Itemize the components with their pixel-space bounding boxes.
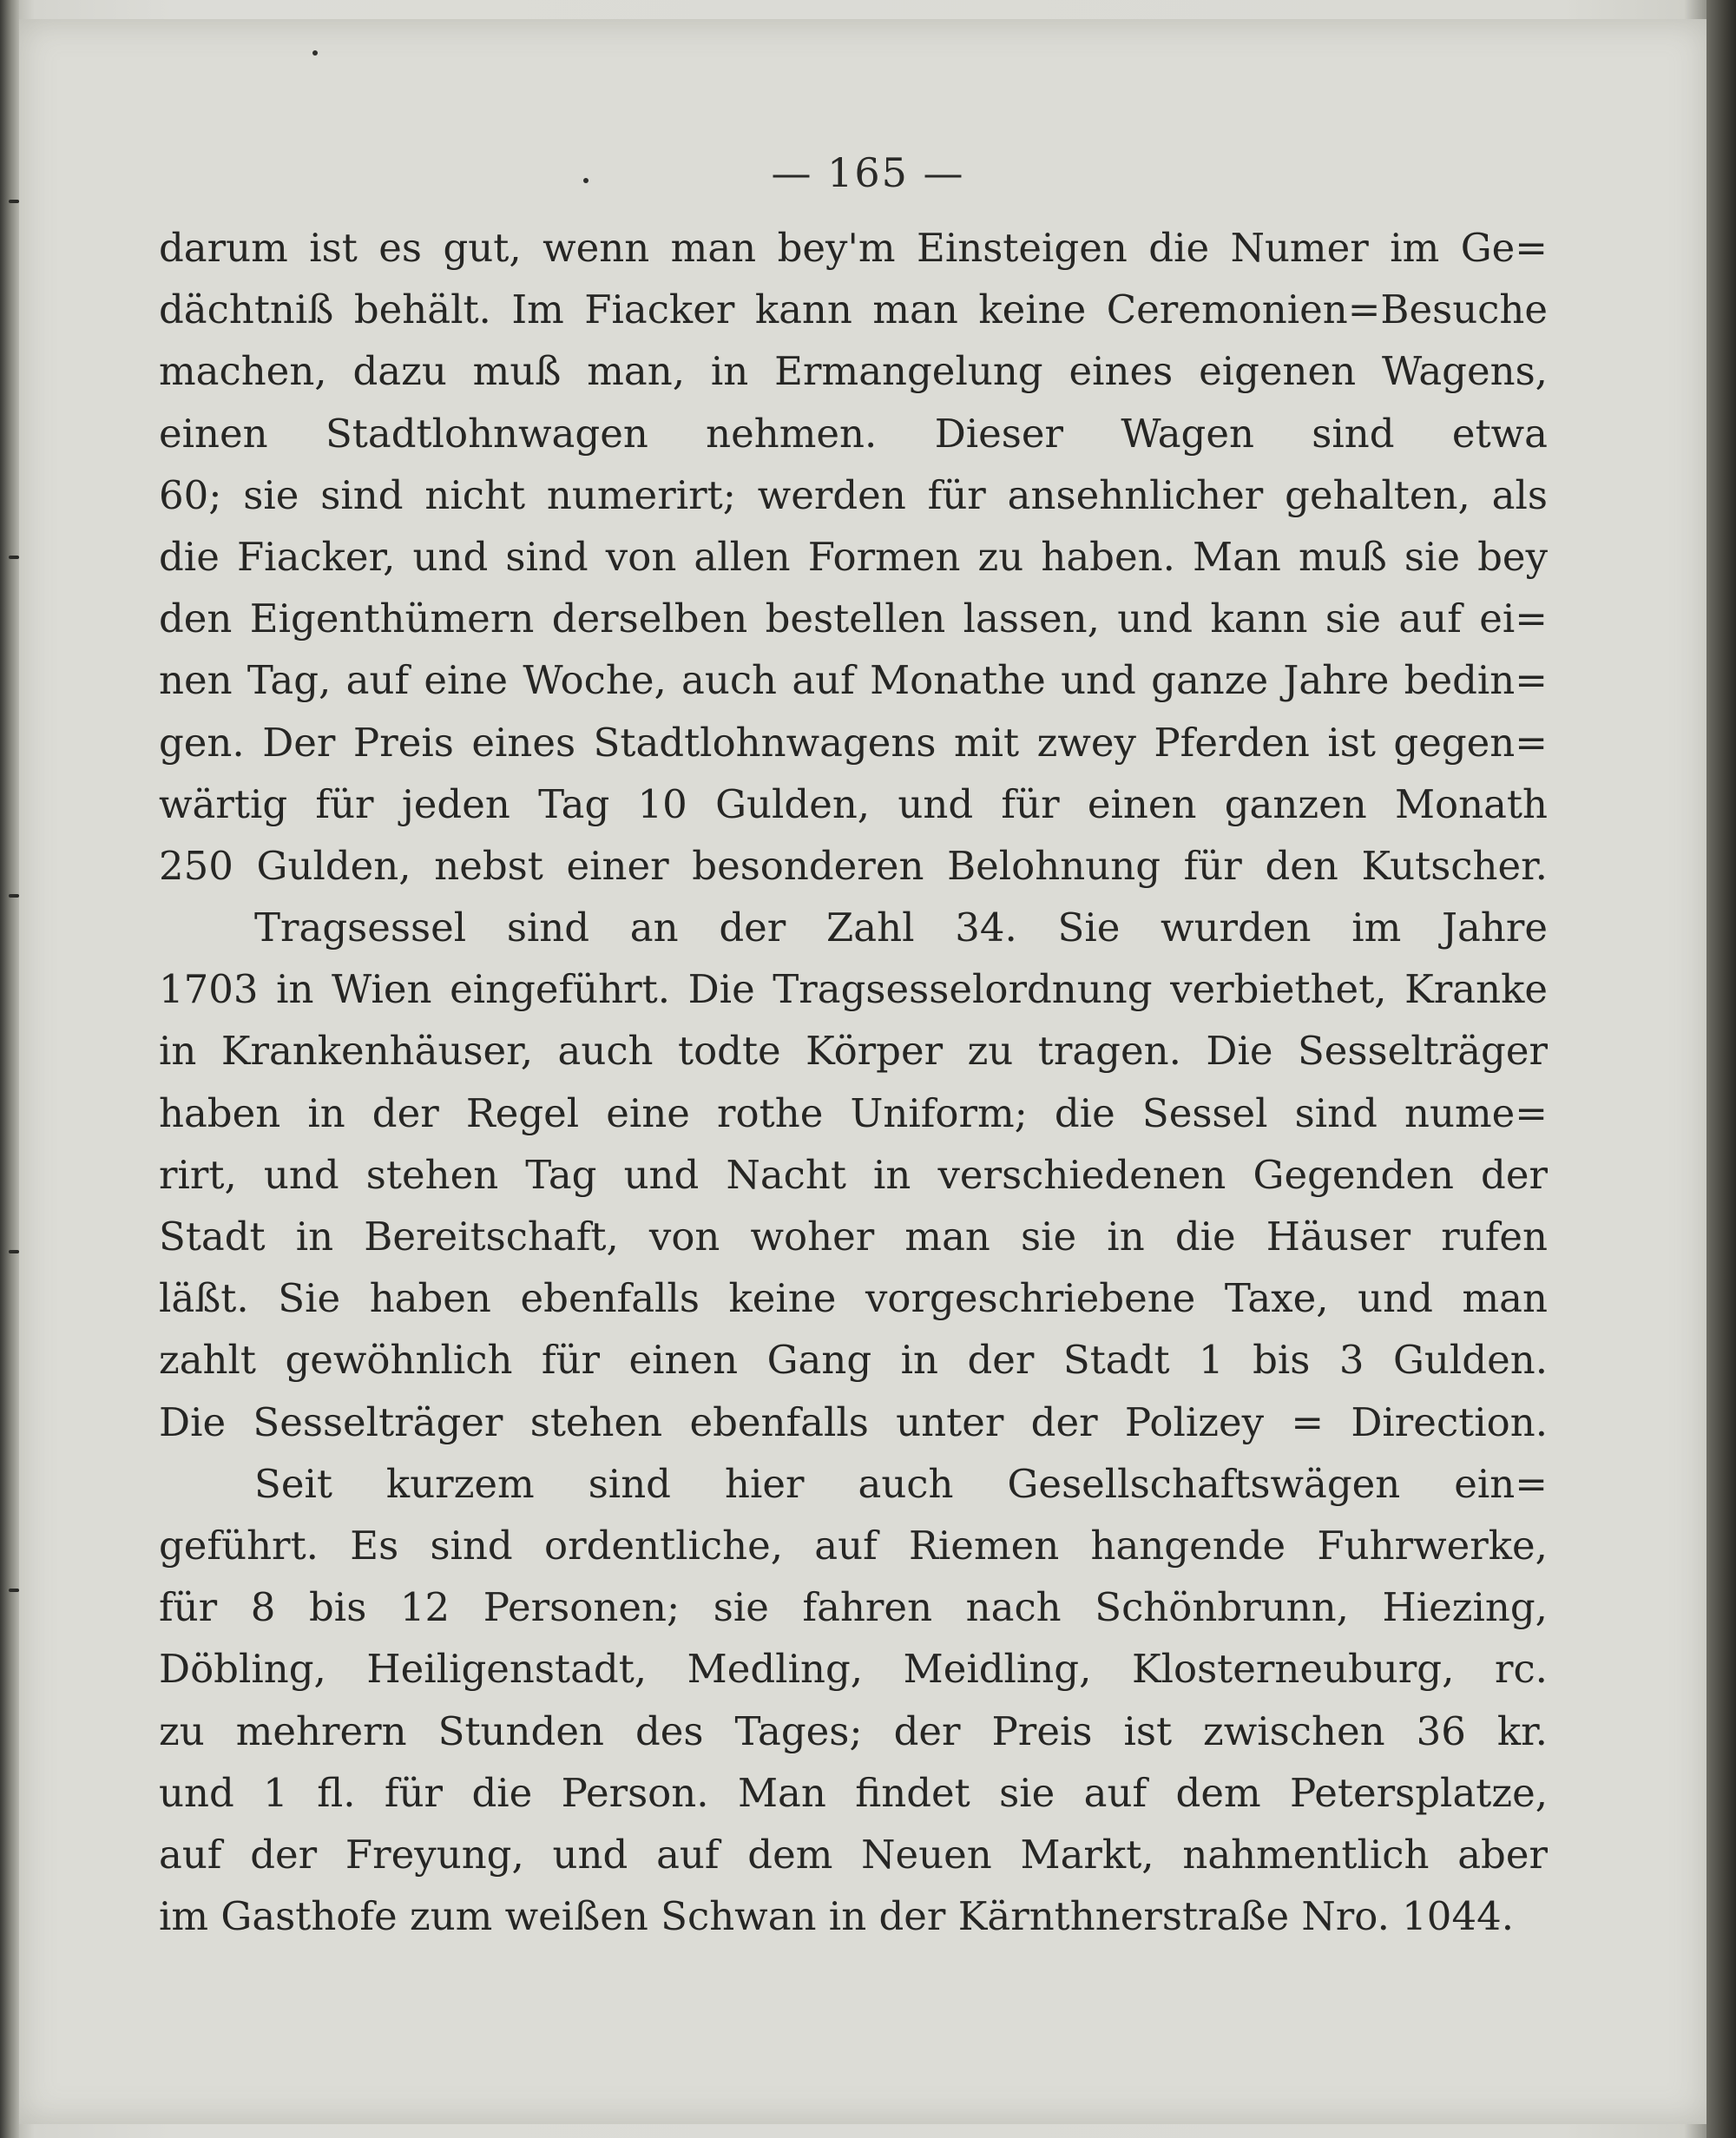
text-line: im Gasthofe zum weißen Schwan in der Kärnthnerstraße Nro. 1044. bbox=[159, 1893, 1515, 1940]
text-line: haben in der Regel eine rothe Uniform; die Sessel sind nume= bbox=[159, 1089, 1548, 1136]
text-line: gen. Der Preis eines Stadtlohnwagens mit zwey Pferden ist gegen= bbox=[159, 719, 1548, 766]
text-line: den Eigenthümern derselben bestellen lassen, und kann sie auf ei= bbox=[159, 595, 1548, 642]
stitch-mark bbox=[9, 1250, 19, 1253]
text-line: geführt. Es sind ordentliche, auf Riemen hangende Fuhrwerke, bbox=[159, 1522, 1548, 1569]
text-line: wärtig für jeden Tag 10 Gulden, und für einen ganzen Monath bbox=[159, 780, 1548, 827]
page-number-header: — 165 — bbox=[771, 149, 965, 196]
ink-speck bbox=[312, 50, 318, 56]
text-line: Seit kurzem sind hier auch Gesellschaftswägen ein= bbox=[254, 1460, 1548, 1507]
page-edge-shadow bbox=[1706, 0, 1736, 2138]
text-line: rirt, und stehen Tag und Nacht in verschiedenen Gegenden der bbox=[159, 1151, 1548, 1198]
stitch-mark bbox=[9, 556, 19, 559]
text-line: Döbling, Heiligenstadt, Medling, Meidling, Klosterneuburg, rc. bbox=[159, 1646, 1548, 1693]
text-line: Stadt in Bereitschaft, von woher man sie in die Häuser rufen bbox=[159, 1214, 1548, 1260]
body-text bbox=[159, 217, 1548, 1947]
text-line: zu mehrern Stunden des Tages; der Preis ist zwischen 36 kr. bbox=[159, 1707, 1548, 1754]
text-line: und 1 fl. für die Person. Man findet sie auf dem Petersplatze, bbox=[159, 1769, 1548, 1816]
stitch-mark bbox=[9, 200, 19, 203]
text-line: in Krankenhäuser, auch todte Körper zu tragen. Die Sesselträger bbox=[159, 1028, 1548, 1075]
text-line: machen, dazu muß man, in Ermangelung eines eigenen Wagens, bbox=[159, 348, 1548, 395]
text-line: darum ist es gut, wenn man bey'm Einsteigen die Numer im Ge= bbox=[159, 225, 1548, 271]
text-line: 250 Gulden, nebst einer besonderen Belohnung für den Kutscher. bbox=[159, 842, 1548, 889]
book-binding bbox=[0, 0, 19, 2138]
text-line: Tragsessel sind an der Zahl 34. Sie wurden im Jahre bbox=[254, 905, 1548, 951]
stitch-mark bbox=[9, 894, 19, 898]
text-line: auf der Freyung, und auf dem Neuen Markt, nahmentlich aber bbox=[159, 1831, 1548, 1878]
text-line: 60; sie sind nicht numerirt; werden für ansehnlicher gehalten, als bbox=[159, 471, 1548, 518]
text-line: Die Sesselträger stehen ebenfalls unter der Polizey = Direction. bbox=[159, 1398, 1548, 1445]
stitch-mark bbox=[9, 1589, 19, 1592]
text-line: die Fiacker, und sind von allen Formen zu haben. Man muß sie bey bbox=[159, 533, 1548, 580]
text-line: läßt. Sie haben ebenfalls keine vorgeschriebene Taxe, und man bbox=[159, 1275, 1548, 1322]
text-line: nen Tag, auf eine Woche, auch auf Monathe und ganze Jahre bedin= bbox=[159, 657, 1548, 704]
text-line: einen Stadtlohnwagen nehmen. Dieser Wagen sind etwa bbox=[159, 410, 1548, 457]
text-line: 1703 in Wien eingeführt. Die Tragsesselordnung verbiethet, Kranke bbox=[159, 966, 1548, 1013]
text-line: zahlt gewöhnlich für einen Gang in der Stadt 1 bis 3 Gulden. bbox=[159, 1337, 1548, 1384]
text-line: dächtniß behält. Im Fiacker kann man keine Ceremonien=Besuche bbox=[159, 286, 1548, 333]
text-line: für 8 bis 12 Personen; sie fahren nach Schönbrunn, Hiezing, bbox=[159, 1584, 1548, 1631]
